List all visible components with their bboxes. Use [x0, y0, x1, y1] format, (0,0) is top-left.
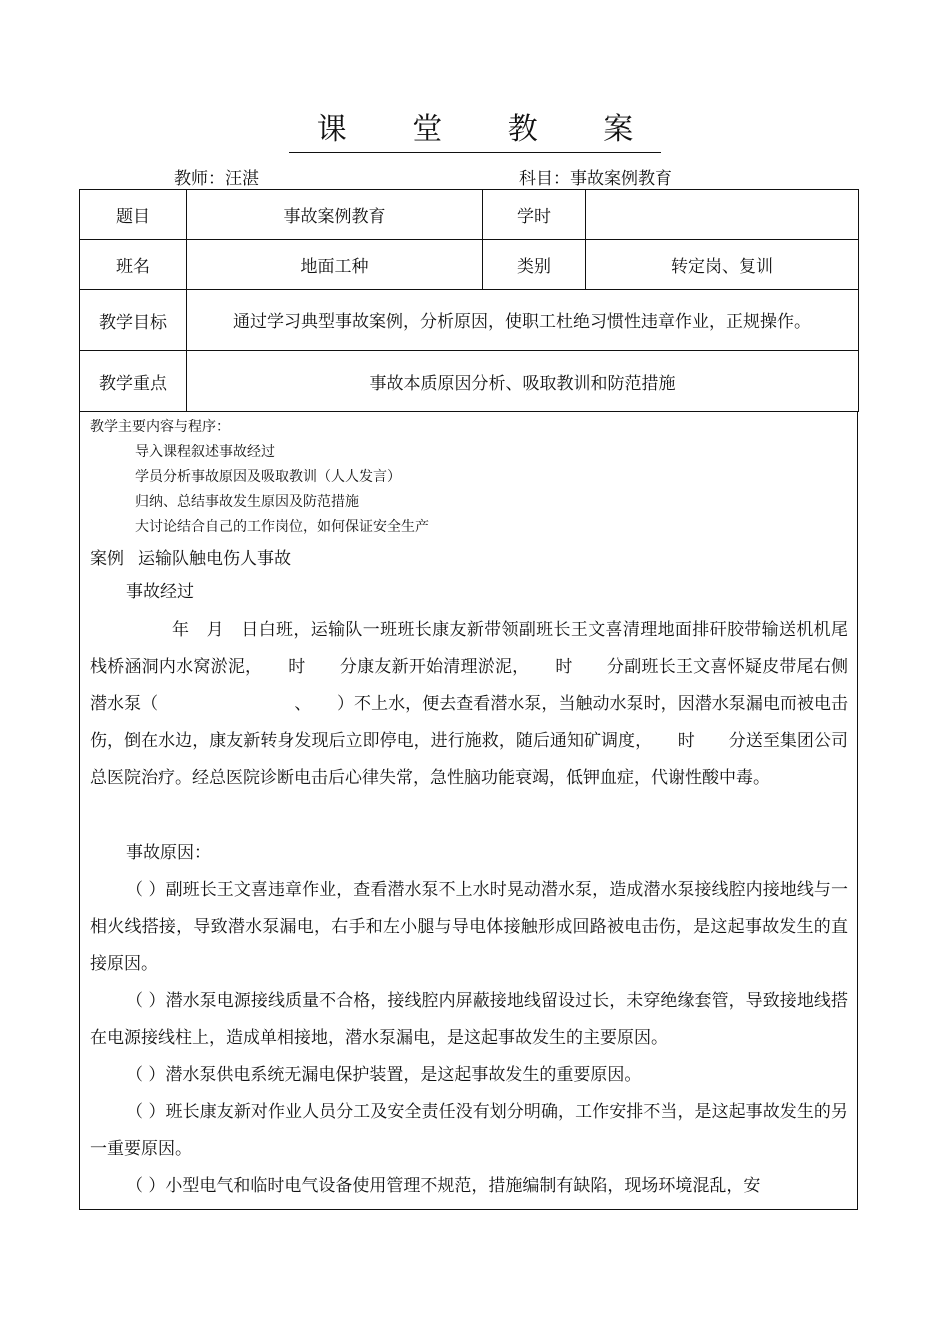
subject-name: 科目：事故案例教育: [519, 169, 672, 189]
cause-item: （ ）潜水泵供电系统无漏电保护装置，是这起事故发生的重要原因。: [126, 1065, 642, 1085]
goal-value: 通过学习典型事故案例，分析原因，使职工杜绝习惯性违章作业，正规操作。: [187, 290, 859, 351]
hours-label: 学时: [483, 190, 586, 240]
list-item: 学员分析事故原因及吸取教训（人人发言）: [135, 469, 401, 485]
cause-item: （ ）班长康友新对作业人员分工及安全责任没有划分明确，工作安排不当，是这起事故发生的另一重要原因。: [90, 1102, 848, 1159]
cause-heading: 事故原因：: [126, 843, 211, 863]
list-item: 归纳、总结事故发生原因及防范措施: [135, 494, 359, 510]
process-heading: 事故经过: [126, 582, 194, 602]
list-item: 导入课程叙述事故经过: [135, 444, 275, 460]
case-title: 案例 运输队触电伤人事故: [90, 549, 291, 569]
cause-item: （ ）小型电气和临时电气设备使用管理不规范，措施编制有缺陷，现场环境混乱，安: [126, 1176, 761, 1196]
topic-label: 题目: [80, 190, 187, 240]
table-row: [80, 290, 859, 351]
topic-value: 事故案例教育: [187, 190, 483, 240]
class-label: 班名: [80, 240, 187, 290]
list-item: 大讨论结合自己的工作岗位，如何保证安全生产: [135, 519, 429, 535]
process-text: 年 月 日白班，运输队一班班长康友新带领副班长王文喜清理地面排矸胶带输送机机尾栈桥涵洞内水窝淤泥， 时 分康友新开始清理淤泥， 时 分副班长王文喜怀疑皮带尾右侧潜水泵（ 、 ）不上水，便去查看潜水泵，当触动水泵时，因潜水泵漏电而被电击伤，倒在水边，康友新转身发现后立即停电，进行施救，随后通知矿调度， 时 分送至集团公司总医院治疗。经总医院诊断电击后心律失常，急性脑功能衰竭，低钾血症，代谢性酸中毒。: [90, 620, 848, 788]
table-row: [80, 351, 859, 412]
document-title: 课 堂 教 案: [0, 110, 950, 153]
lesson-info-table: [79, 189, 859, 412]
cause-item: （ ）副班长王文喜违章作业，查看潜水泵不上水时晃动潜水泵，造成潜水泵接线腔内接地线与一相火线搭接，导致潜水泵漏电，右手和左小腿与导电体接触形成回路被电击伤，是这起事故发生的直接原因。: [90, 880, 848, 974]
hours-value: [586, 190, 859, 240]
lesson-content-box: [79, 411, 858, 1210]
category-label: 类别: [483, 240, 586, 290]
cause-item: （ ）潜水泵电源接线质量不合格，接线腔内屏蔽接地线留设过长，未穿绝缘套管，导致接地线搭在电源接线柱上，造成单相接地，潜水泵漏电，是这起事故发生的主要原因。: [90, 991, 848, 1048]
table-row: [80, 240, 859, 290]
category-value: 转定岗、复训: [586, 240, 859, 290]
goal-label: 教学目标: [80, 290, 187, 351]
teacher-name: 教师：汪湛: [174, 169, 259, 189]
focus-value: 事故本质原因分析、吸取教训和防范措施: [187, 351, 859, 412]
class-value: 地面工种: [187, 240, 483, 290]
table-row: [80, 190, 859, 240]
focus-label: 教学重点: [80, 351, 187, 412]
procedure-heading: 教学主要内容与程序：: [90, 419, 230, 435]
